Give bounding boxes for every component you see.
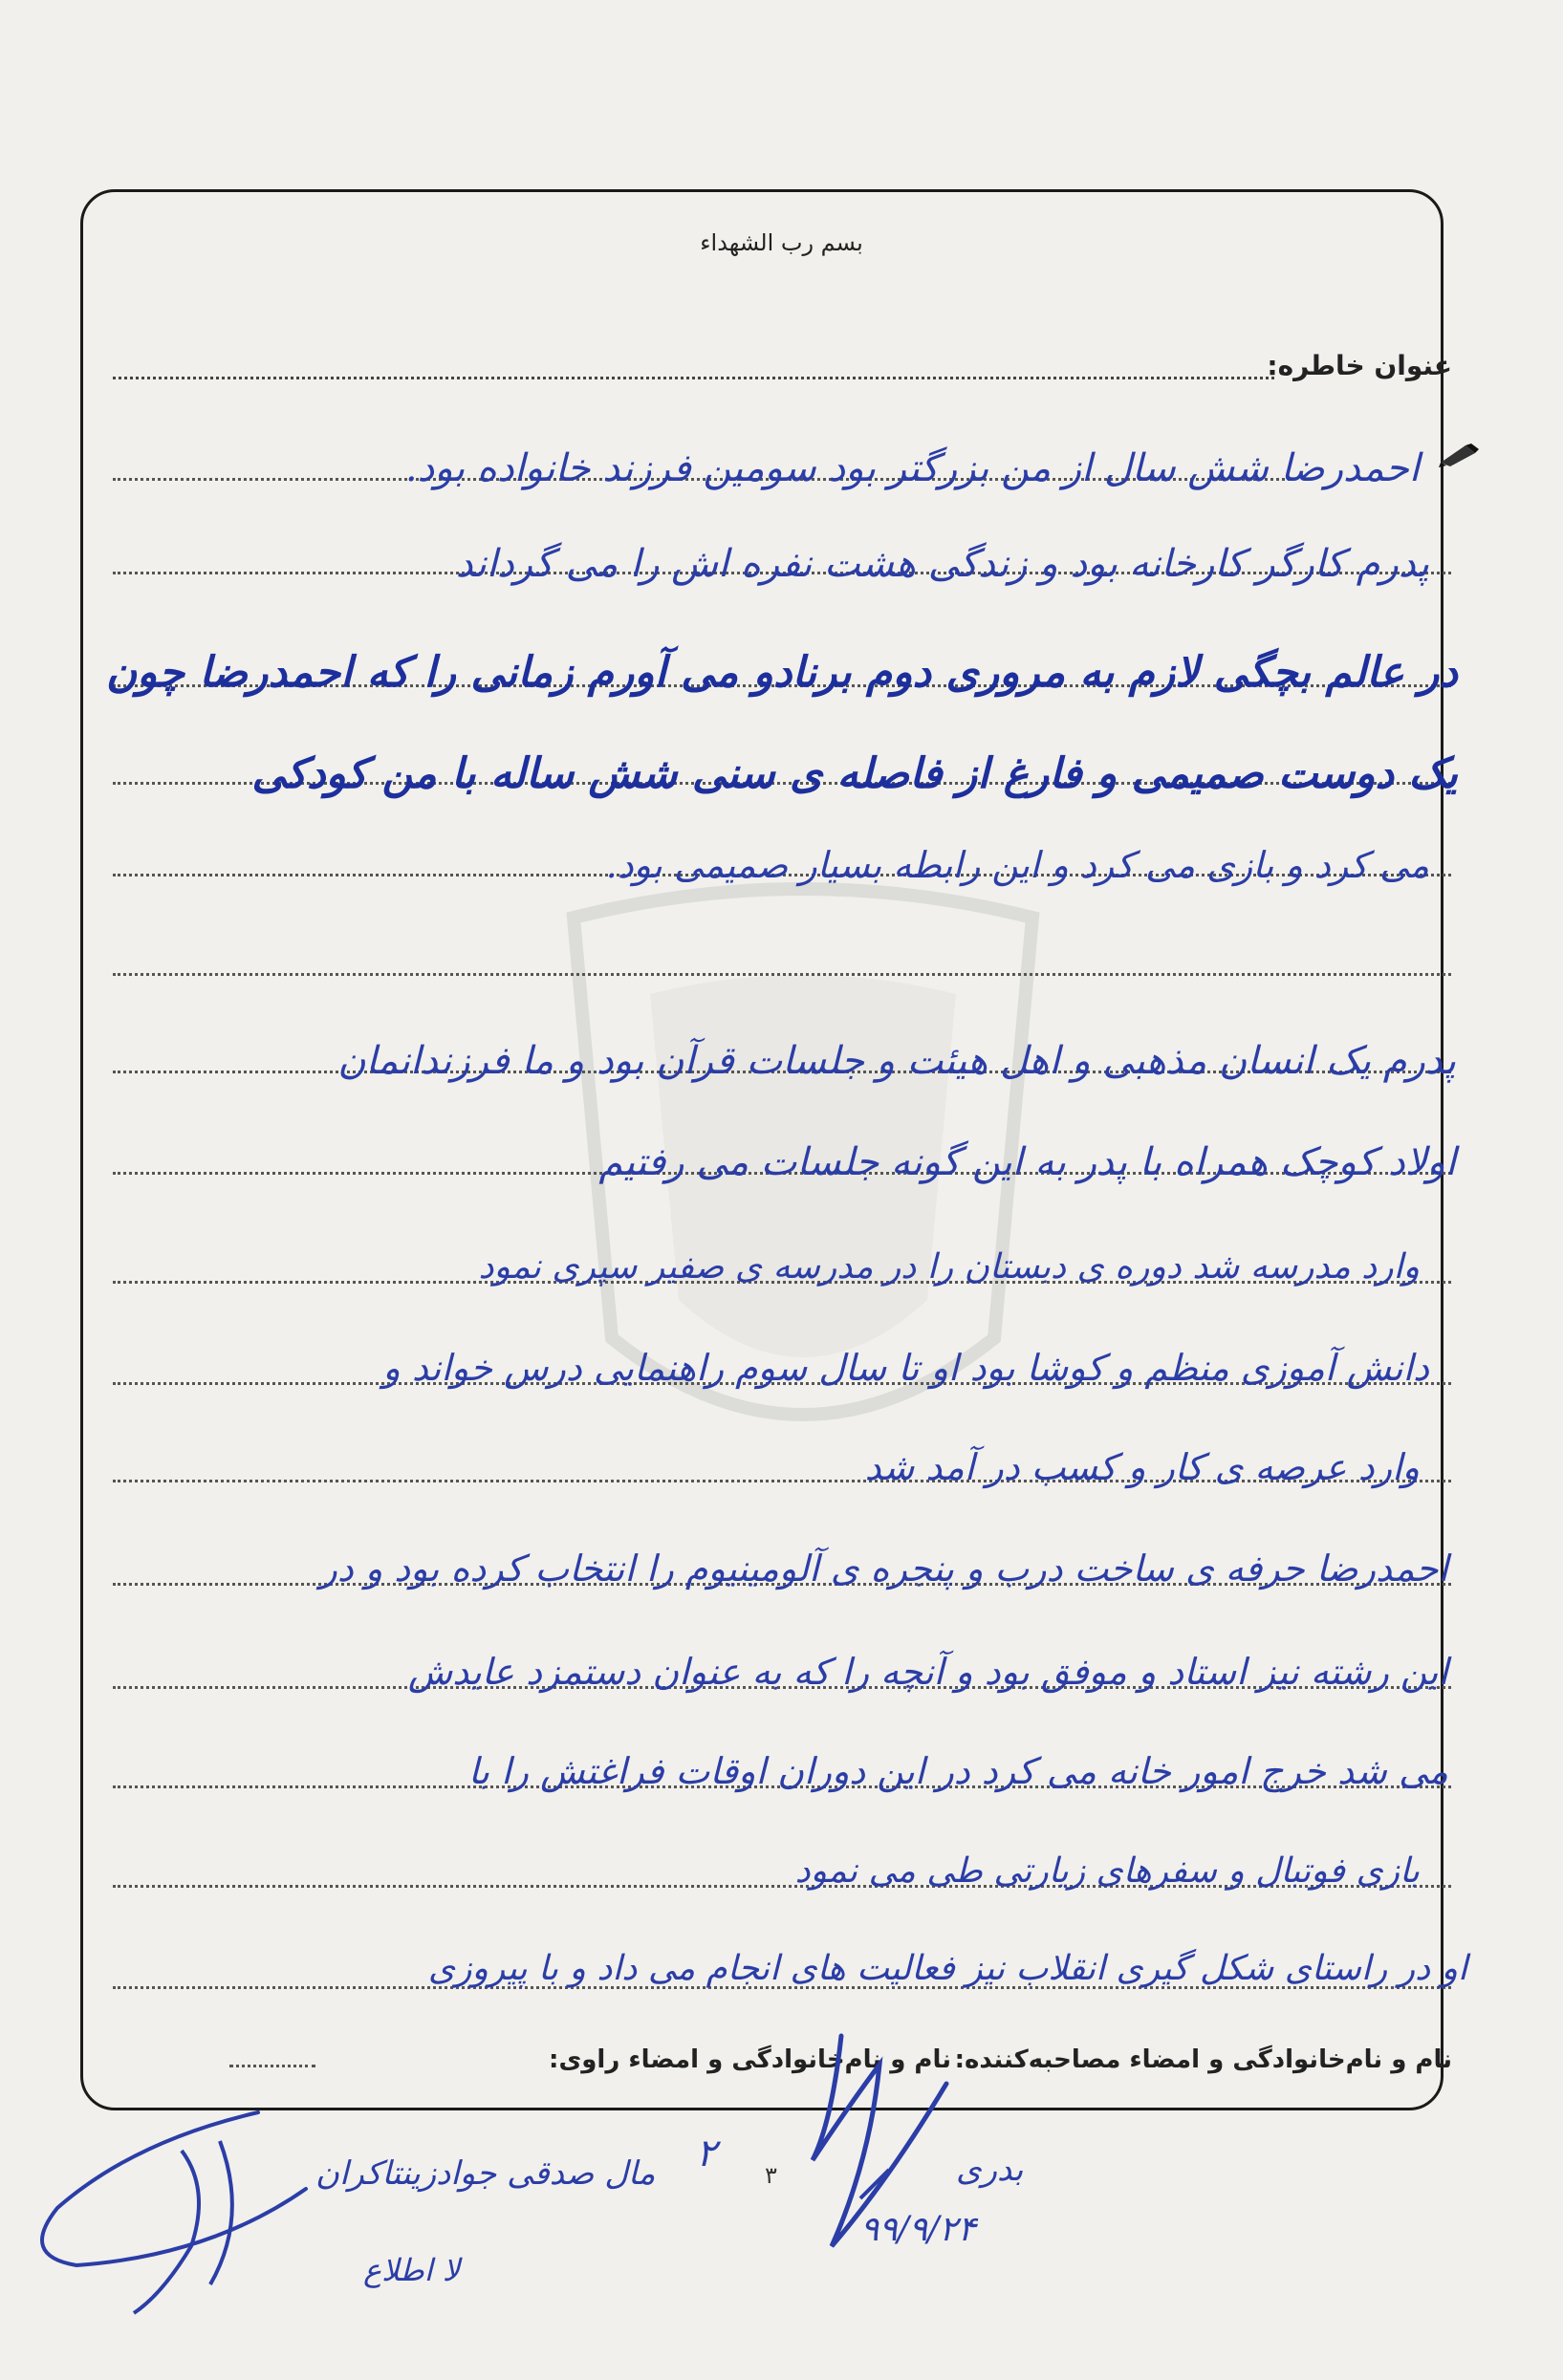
memory-line: در عالم بچگی لازم به مروری دوم برنادو می آورم زمانی را که احمدرضا چون xyxy=(105,648,1458,697)
memory-line: می شد خرج امور خانه می کرد در این دوران اوقات فراغتش را با xyxy=(467,1750,1448,1792)
memory-line: یک دوست صمیمی و فارغ از فاصله ی سنی شش ساله با من کودکی xyxy=(251,749,1458,798)
memory-line: پدرم یک انسان مذهبی و اهل هیئت و جلسات قرآن بود و ما فرزندانمان xyxy=(337,1039,1456,1083)
ruled-line xyxy=(113,973,1451,976)
memory-line: وارد مدرسه شد دوره ی دبستان را در مدرسه ی صفیر سپری نمود xyxy=(478,1247,1420,1287)
narrator-signature-field xyxy=(229,2065,315,2067)
memory-line: اولاد کوچک همراه با پدر به این گونه جلسات می رفتیم xyxy=(598,1140,1456,1184)
memory-line: دانش آموزی منظم و کوشا بود او تا سال سوم راهنمایی درس خواند و xyxy=(382,1347,1429,1389)
memory-title-field xyxy=(113,377,1274,379)
memory-line: پدرم کارگر کارخانه بود و زندگی هشت نفره اش را می گرداند xyxy=(455,542,1429,586)
page-number: ۳ xyxy=(765,2162,777,2189)
page-heading: بسم رب الشهداء xyxy=(700,229,863,256)
memory-line: می کرد و بازی می کرد و این رابطه بسیار صمیمی بود. xyxy=(605,844,1429,886)
interviewer-signature-label: نام و نام‌خانوادگی و امضاء مصاحبه‌کننده: xyxy=(954,2045,1452,2074)
memory-line: احمدرضا حرفه ی ساخت درب و پنجره ی آلومینیوم را انتخاب کرده بود و در xyxy=(319,1547,1448,1590)
memory-title-label: عنوان خاطره: xyxy=(1267,350,1452,381)
memory-line: احمدرضا شش سال از من بزرگتر بود سومین فرزند خانواده بود. xyxy=(404,446,1420,490)
memory-line: او در راستای شکل گیری انقلاب نیز فعالیت های انجام می داد و با پیروزی xyxy=(427,1949,1467,1988)
margin-number-note: ۲ xyxy=(696,2131,717,2175)
pencil-icon xyxy=(1437,442,1483,468)
interviewer-signature xyxy=(774,2007,966,2294)
narrator-note-secondary: لا اطلاع xyxy=(363,2252,460,2288)
narrator-name-note: مال صدقی جوادزینتاکران xyxy=(315,2154,656,2193)
memory-line: بازی فوتبال و سفرهای زیارتی طی می نمود xyxy=(794,1851,1420,1891)
memory-line: این رشته نیز استاد و موفق بود و آنچه را که به عنوان دستمزد عایدش xyxy=(407,1651,1448,1693)
memory-line: وارد عرصه ی کار و کسب در آمد شد xyxy=(864,1446,1420,1488)
interviewer-date-note: ۹۹/۹/۲۴ xyxy=(860,2210,976,2249)
narrator-signature-label: نام و نام‌خانوادگی و امضاء راوی: xyxy=(549,2045,951,2074)
interviewer-name-note: بدری xyxy=(956,2151,1024,2189)
narrator-signature xyxy=(19,2103,325,2332)
